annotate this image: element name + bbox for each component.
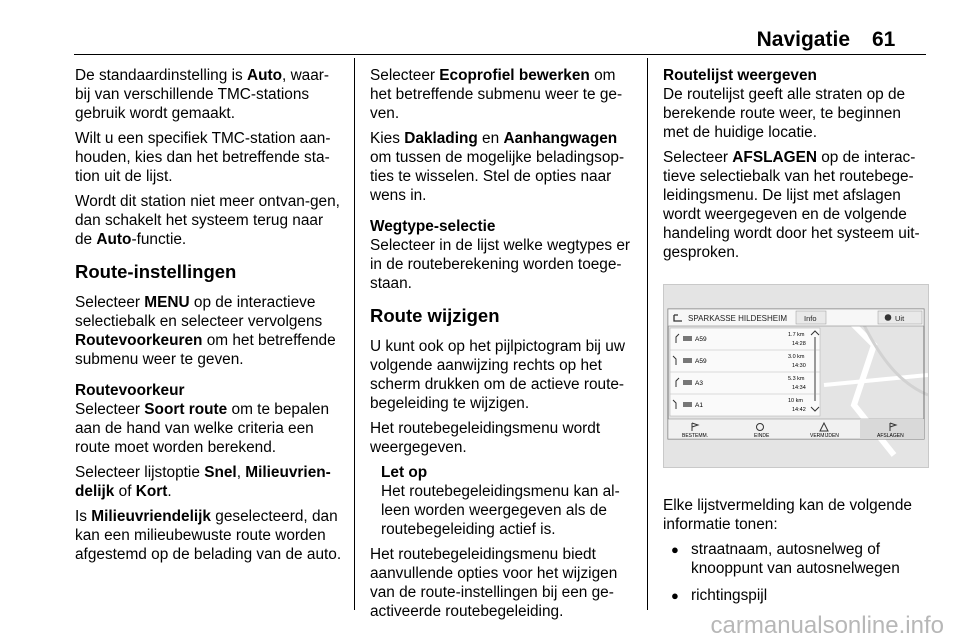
column-divider-2 xyxy=(647,58,648,610)
tab-vermijden[interactable]: VERMIJDEN xyxy=(810,433,839,439)
svg-text:10 km: 10 km xyxy=(788,398,803,404)
tab-einde[interactable]: EINDE xyxy=(754,433,770,439)
section-heading-route-wijzigen: Route wijzigen xyxy=(370,305,500,326)
column-2 xyxy=(370,66,638,627)
screen-title: SPARKASSE HILDESHEIM xyxy=(688,314,787,323)
svg-text:A59: A59 xyxy=(695,336,707,343)
paragraph: Het routebegeleidingsmenu biedt aanvullende opties voor het wijzigen van de route-instellingen bij een ge-activeerde routebegeleiding. xyxy=(370,546,618,620)
paragraph: Selecteer in de lijst welke wegtypes er in de routeberekening worden toege-staan. xyxy=(370,237,631,292)
svg-text:A3: A3 xyxy=(695,380,703,387)
svg-text:14:30: 14:30 xyxy=(792,363,806,369)
paragraph: Elke lijstvermelding kan de volgende informatie tonen: xyxy=(663,497,912,533)
svg-text:5.3 km: 5.3 km xyxy=(788,376,805,382)
info-list xyxy=(663,540,929,605)
info-button[interactable]: Info xyxy=(804,314,817,323)
header-rule xyxy=(74,54,926,55)
svg-text:14:28: 14:28 xyxy=(792,341,806,347)
paragraph: De routelijst geeft alle straten op de berekende route weer, te beginnen met de huidige locatie. xyxy=(663,86,906,141)
page-title: Navigatie xyxy=(756,28,850,51)
navigation-screen xyxy=(664,285,928,467)
subheading-routelijst-weergeven: Routelijst weergeven xyxy=(663,67,817,84)
navigation-screen-image xyxy=(663,284,929,468)
paragraph: Kies Daklading en Aanhangwagen om tussen de mogelijke beladingsop-ties te wisselen. Stel de opties naar wens in. xyxy=(370,130,625,204)
section-heading-route-instellingen: Route-instellingen xyxy=(75,261,237,282)
note-box xyxy=(370,463,638,539)
tab-bestemm[interactable]: BESTEMM. xyxy=(682,433,709,439)
watermark: carmanualsonline.info xyxy=(710,612,944,639)
paragraph: Selecteer lijstoptie Snel, Milieuvrien-delijk of Kort. xyxy=(75,464,331,500)
svg-text:A1: A1 xyxy=(695,402,703,409)
paragraph: De standaardinstelling is Auto, waar-bij van verschillende TMC-stations gebruik wordt gemaakt. xyxy=(75,67,330,122)
tab-afslagen[interactable]: AFSLAGEN xyxy=(877,433,904,439)
page-number: 61 xyxy=(872,28,896,51)
svg-text:A59: A59 xyxy=(695,358,707,365)
column-3 xyxy=(663,66,929,613)
subheading-wegtype-selectie: Wegtype-selectie xyxy=(370,218,496,235)
note-title: Let op xyxy=(381,464,428,481)
gear-icon xyxy=(885,314,892,321)
column-divider-1 xyxy=(354,58,355,610)
scrollbar xyxy=(814,337,816,401)
svg-text:1.7 km: 1.7 km xyxy=(788,332,805,338)
paragraph: Selecteer Soort route om te bepalen aan de hand van welke criteria een route moet worden berekend. xyxy=(75,401,330,456)
column-1 xyxy=(75,66,343,570)
list-item: ● straatnaam, autosnelweg of knooppunt van autosnelwegen xyxy=(663,540,929,578)
svg-text:3.0 km: 3.0 km xyxy=(788,354,805,360)
uit-button[interactable]: Uit xyxy=(895,314,905,323)
list-item: ● richtingspijl xyxy=(663,586,929,605)
paragraph: Selecteer AFSLAGEN op de interac-tieve selectiebalk van het routebege-leidingsmenu. De lijst met afslagen wordt weergegeven en de volgende handeling wordt door het systeem uit-gesproken. xyxy=(663,149,920,261)
paragraph: Wordt dit station niet meer ontvan-gen, dan schakelt het systeem terug naar de Auto-functie. xyxy=(75,193,340,248)
paragraph: Wilt u een specifiek TMC-station aan-houden, kies dan het betreffende sta-tion uit de lijst. xyxy=(75,130,331,185)
svg-text:14:34: 14:34 xyxy=(792,385,806,391)
paragraph: Selecteer Ecoprofiel bewerken om het betreffende submenu weer te ge-ven. xyxy=(370,67,623,122)
note-body: Het routebegeleidingsmenu kan al-leen worden weergegeven als de routebegeleiding actief is. xyxy=(381,483,620,538)
paragraph: U kunt ook op het pijlpictogram bij uw volgende aanwijzing rechts op het scherm drukken om de actieve route-begeleiding te wijzigen. xyxy=(370,338,625,412)
paragraph: Selecteer MENU op de interactieve selectiebalk en selecteer vervolgens Routevoorkeuren om het betreffende submenu weer te geven. xyxy=(75,294,336,368)
paragraph: Het routebegeleidingsmenu wordt weergegeven. xyxy=(370,420,601,456)
paragraph: Is Milieuvriendelijk geselecteerd, dan kan een milieubewuste route worden afgestemd op de belading van de auto. xyxy=(75,508,342,563)
subheading-routevoorkeur: Routevoorkeur xyxy=(75,382,185,399)
svg-text:14:42: 14:42 xyxy=(792,407,806,413)
